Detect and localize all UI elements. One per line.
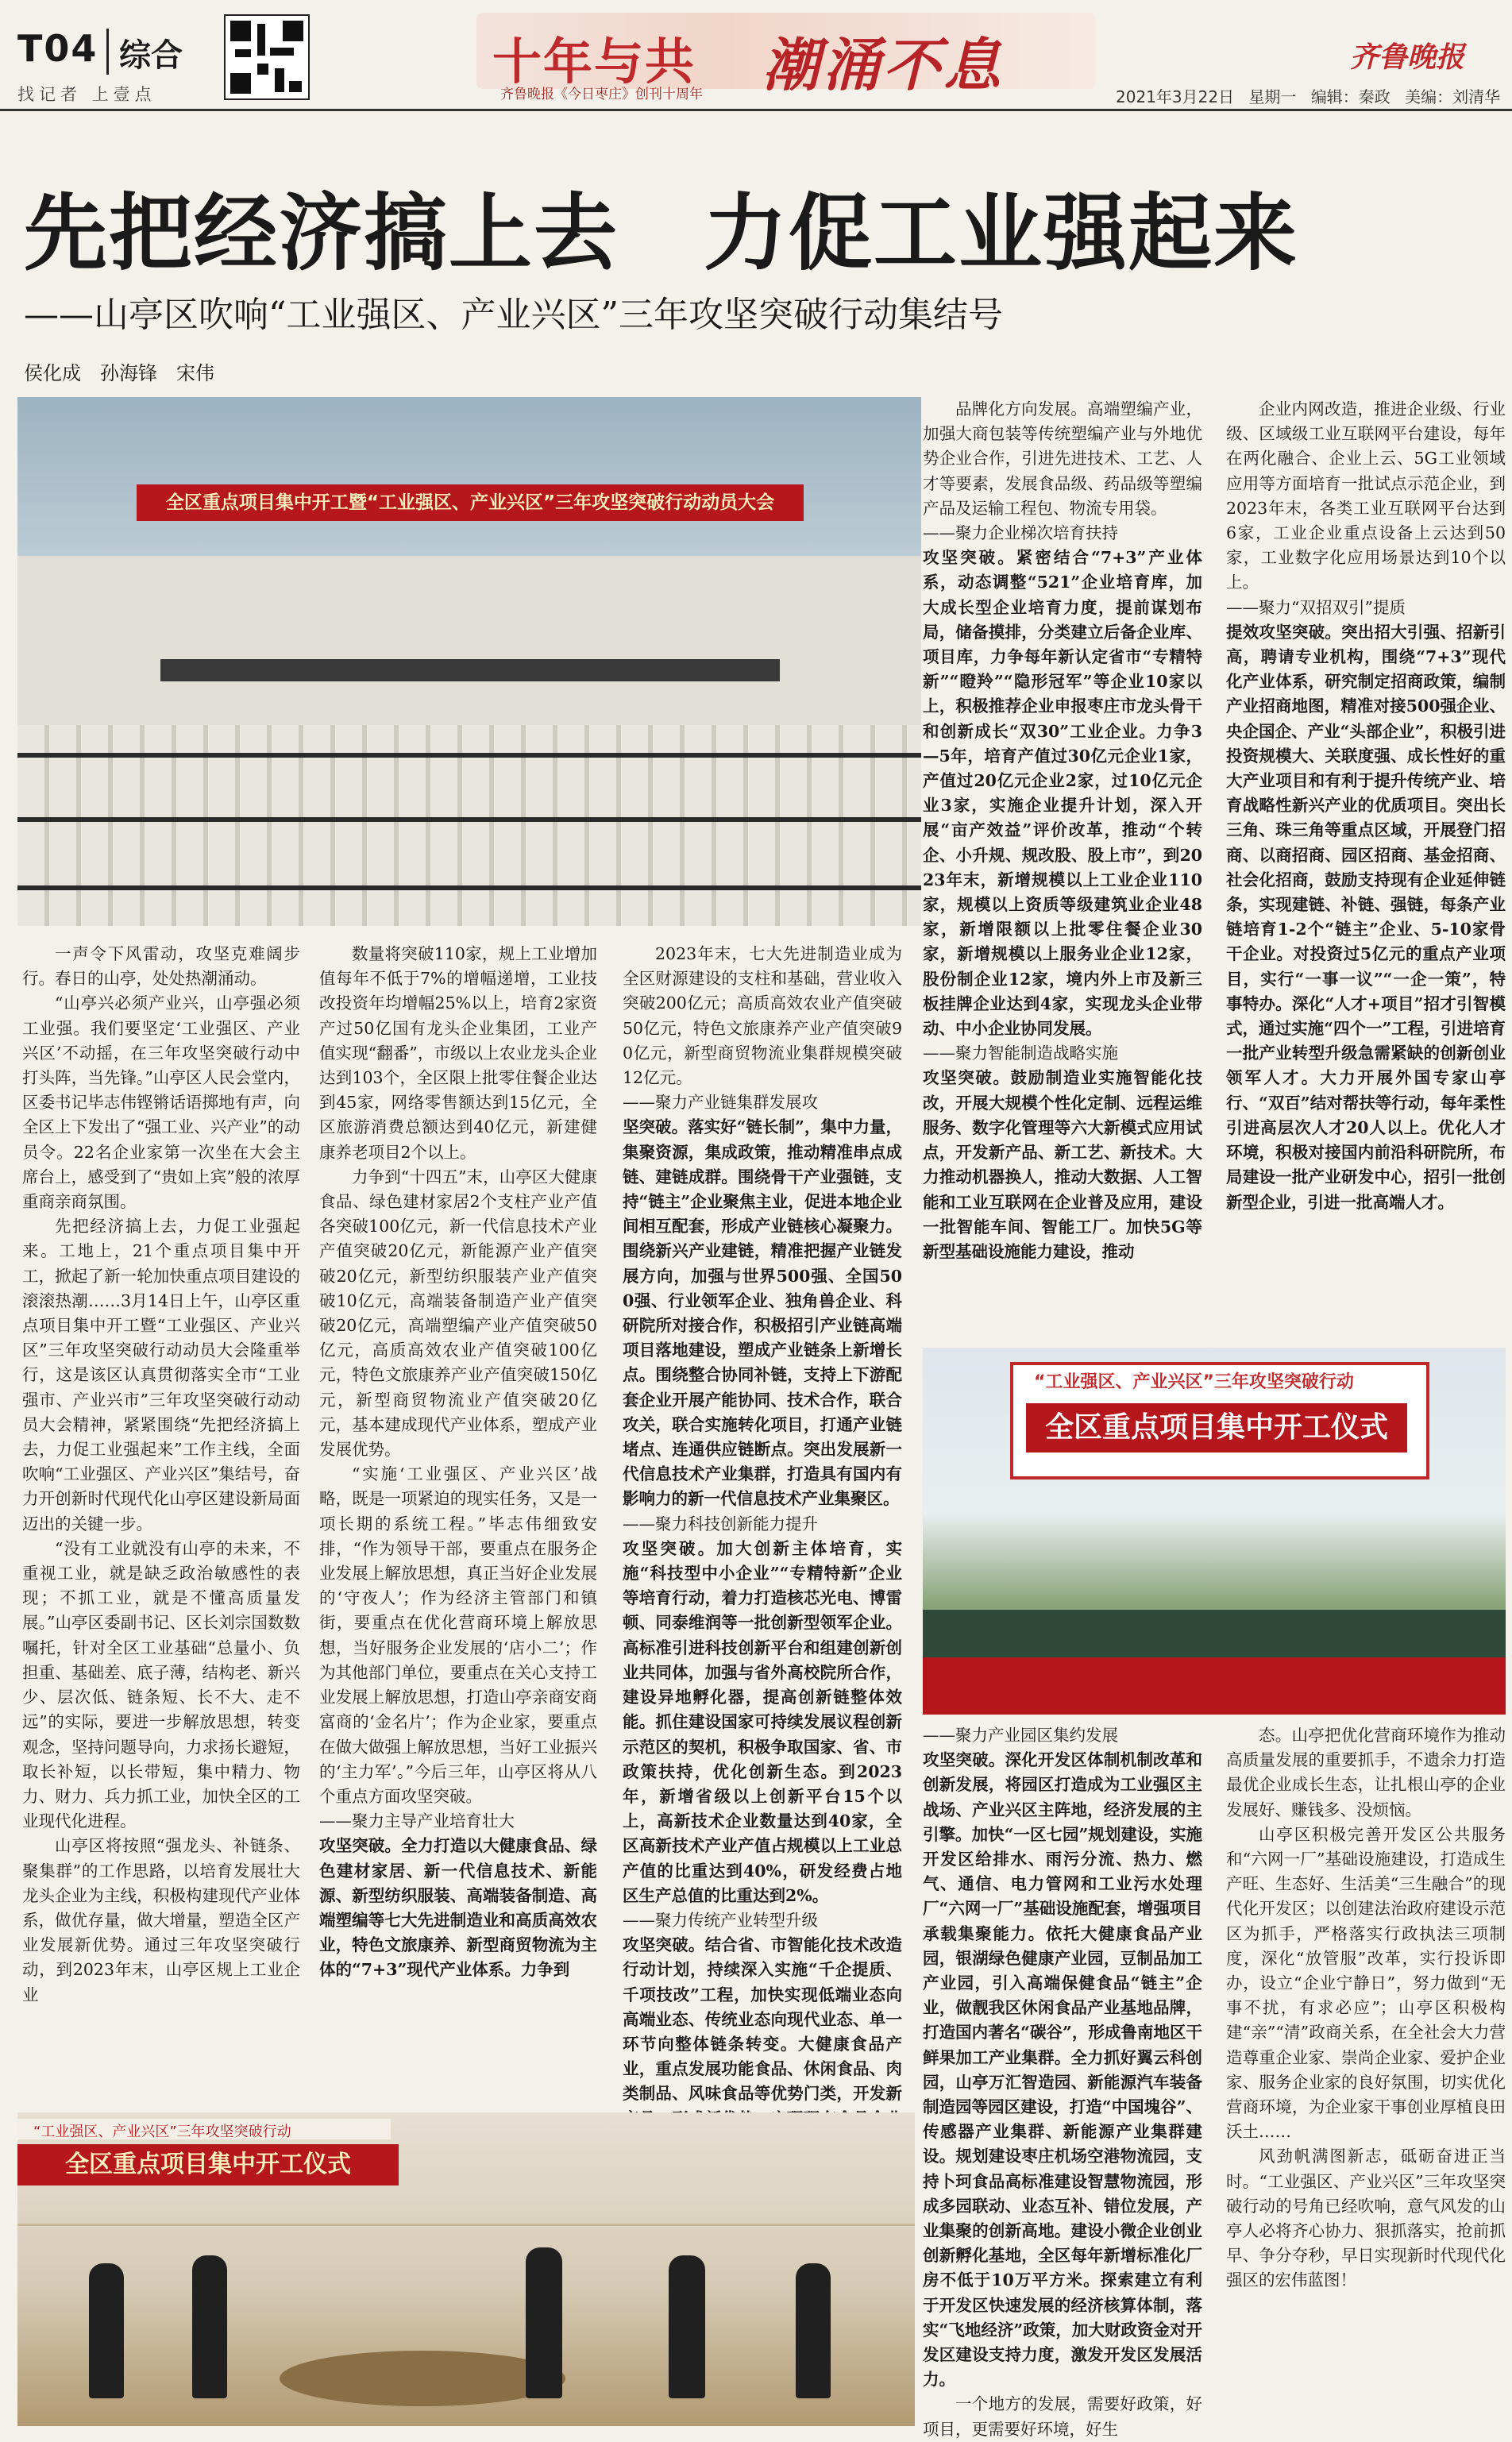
ceremony-top-text: “工业强区、产业兴区”三年攻坚突破行动 (1034, 1372, 1354, 1392)
paragraph: 攻坚突破。鼓励制造业实施智能化技改，开展大规模个性化定制、远程运维服务、数字化管理等六大新模式应用试点，开发新产品、新工艺、新技术。大力推动机器换人，推动大数据、人工智能和工业互联网在企业普及应用，建设一批智能车间、智能工厂。加快5G等新型基础设施能力建设，推动 (923, 1068, 1202, 1261)
text-column-2 (319, 942, 597, 2101)
section-heading: ——聚力企业梯次培育扶持 (923, 523, 1118, 543)
audience-seats (17, 725, 921, 926)
paragraph: 风劲帆满图新志，砥砺奋进正当时。“工业强区、产业兴区”三年攻坚突破行动的号角已经吹响，意气风发的山亭人必将齐心协力、狠抓落实，抢前抓早、争分夺秒，早日实现新时代现代化强区的宏伟蓝图！ (1226, 2147, 1506, 2290)
section-heading: ——聚力“双招双引”提质 (1226, 597, 1406, 617)
qr-code-icon[interactable] (224, 14, 310, 100)
meeting-banner: 全区重点项目集中开工暨“工业强区、产业兴区”三年攻坚突破行动动员大会 (137, 484, 804, 521)
newspaper-logo: 齐鲁晚报 (1350, 41, 1465, 74)
paragraph: 企业内网改造，推进企业级、行业级、区域级工业互联网平台建设，每年在两化融合、企业上云、5G工业领域应用等方面培育一批试点示范企业，到2023年末，各类工业互联网平台达到6家，工业企业重点设备上云达到50家，工业数字化应用场景达到10个以上。 (1226, 399, 1506, 592)
text-column-4b (923, 1723, 1202, 2439)
paragraph: 一声令下风雷动，攻坚克难阔步行。春日的山亭，处处热潮涌动。 (22, 944, 300, 989)
article-title: 先把经济搞上去 力促工业强起来 (24, 183, 1299, 282)
paragraph: 数量将突破110家，规上工业增加值每年不低于7%的增幅递增，工业技改投资年均增幅25%以上，培育2家资产过50亿国有龙头企业集团，工业产值实现“翻番”，市级以上农业龙头企业达到103个，全区限上批零住餐企业达到45家，网络零售额达到15亿元，全区旅游消费总额达到40亿元，新建健康养老项目2个以上。 (319, 944, 597, 1162)
article-authors: 侯化成 孙海锋 宋伟 (24, 362, 214, 384)
issue-designer: 美编：刘清华 (1405, 87, 1501, 106)
groundbreaking-top-text: “工业强区、产业兴区”三年攻坚突破行动 (33, 2124, 291, 2140)
paragraph: 品牌化方向发展。高端塑编产业，加强大商包装等传统塑编产业与外地优势企业合作，引进先进技术、工艺、人才等要素，发展食品级、药品级等塑编产品及运输工程包、物流专用袋。 (923, 399, 1202, 518)
paragraph: 山亭区将按照“强龙头、补链条、聚集群”的工作思路，以培育发展壮大龙头企业为主线，积极构建现代产业体系，做优存量，做大增量，塑造全区产业发展新优势。通过三年攻坚突破行动，到2023年末，山亭区规上工业企业 (22, 1836, 300, 2004)
meeting-photo (17, 397, 921, 926)
issue-date: 2021年3月22日 (1116, 87, 1235, 106)
header-separator (106, 29, 109, 75)
text-column-1 (22, 942, 300, 2101)
paragraph: 一个地方的发展，需要好政策，好项目，更需要好环境，好生 (923, 2394, 1202, 2439)
groundbreaking-photo (17, 2112, 915, 2426)
paragraph: 山亭区积极完善开发区公共服务和“六网一厂”基础设施建设，打造成生产旺、生态好、生活美“三生融合”的现代化开发区；以创建法治政府建设示范区为抓手，严格落实行政执法三项制度，深化“放管服”改革，实行投诉即办，设立“企业宁静日”，努力做到“无事不扰，有求必应”；山亭区积极构建“亲”“清”政商关系，在全社会大力营造尊重企业家、崇尚企业家、爱护企业家、服务企业家的良好氛围，切实优化营商环境，为企业家干事创业厚植良田沃土…… (1226, 1824, 1506, 2142)
paragraph: 攻坚突破。加大创新主体培育，实施“科技型中小企业”“专精特新”企业等培育行动，着力打造核芯光电、博雷顿、同泰维润等一批创新型领军企业。高标准引进科技创新平台和组建创新创业共同体，加强与省外高校院所合作，建设异地孵化器，提高创新链整体效能。抓住建设国家可持续发展议程创新示范区的契机，积极争取国家、省、市政策扶持，优化创新生态。到2023年，新增省级以上创新平台15个以上，高新技术企业数量达到40家，全区高新技术产业产值占规模以上工业总产值的比重达到40%，研发经费占地区生产总值的比重达到2%。 (623, 1538, 902, 1905)
header-rule (0, 109, 1512, 111)
banner-right-text: 潮涌不息 (762, 31, 1005, 98)
paragraph: 2023年末，七大先进制造业成为全区财源建设的支柱和基础，营业收入突破200亿元；高质高效农业产值突破50亿元，特色文旅康养产业产值突破90亿元，新型商贸物流业集群规模突破12亿元。 (623, 944, 902, 1088)
page-number: T04 (17, 27, 98, 70)
section-subline: 找记者 上壹点 (17, 85, 156, 104)
paragraph: 攻坚突破。全力打造以大健康食品、绿色建材家居、新一代信息技术、新能源、新型纺织服装、高端装备制造、高端塑编等七大先进制造业和高质高效农业，特色文旅康养、新型商贸物流为主体的“7+3”现代产业体系。力争到 (319, 1836, 597, 1980)
issue-meta (1116, 84, 1500, 107)
section-heading: ——聚力产业链集群发展攻 (623, 1093, 818, 1113)
issue-weekday: 星期一 (1248, 87, 1297, 106)
ceremony-photo (923, 1348, 1506, 1715)
groundbreaking-banner: 全区重点项目集中开工仪式 (17, 2144, 399, 2185)
section-heading: ——聚力智能制造战略实施 (923, 1044, 1118, 1063)
paragraph: 坚突破。落实好“链长制”，集中力量，集聚资源，集成政策，推动精准串点成链、建链成群。围绕骨干产业强链，支持“链主”企业聚焦主业，促进本地企业间相互配套，形成产业链核心凝聚力。围绕新兴产业建链，精准把握产业链发展方向，加强与世界500强、全国500强、行业领军企业、独角兽企业、科研院所对接合作，积极招引产业链高端项目落地建设，塑成产业链条上新增长点。围绕整合协同补链，支持上下游配套企业开展产能协同、技术合作，联合攻关，联合实施转化项目，打通产业链堵点、连通供应链断点。突出发展新一代信息技术产业集群，打造具有国内有影响力的新一代信息技术产业集聚区。 (623, 1117, 902, 1509)
text-column-4 (923, 397, 1202, 1334)
paragraph: “实施‘工业强区、产业兴区’战略，既是一项紧迫的现实任务，又是一项长期的系统工程。”毕志伟细致安排，“作为领导干部，要重点在服务企业发展上解放思想，真正当好企业发展的‘守夜人’；作为经济主管部门和镇街，要重点在优化营商环境上解放思想，当好服务企业发展的‘店小二’；作为其他部门单位，要重点在关心支持工业发展上解放思想，打造山亭亲商安商富商的‘金名片’；作为企业家，要重点在做大做强上解放思想，当好工业振兴的‘主力军’。”今后三年，山亭区将从八个重点方面攻坚突破。 (319, 1464, 597, 1806)
paragraph: 态。山亭把优化营商环境作为推动高质量发展的重要抓手，不遗余力打造最优企业成长生态，让扎根山亭的企业发展好、赚钱多、没烦恼。 (1226, 1726, 1506, 1819)
article-subtitle: ——山亭区吹响“工业强区、产业兴区”三年攻坚突破行动集结号 (24, 295, 1003, 335)
section-heading: ——聚力科技创新能力提升 (623, 1514, 818, 1533)
text-column-3 (623, 942, 902, 2104)
section-heading: ——聚力主导产业培育壮大 (319, 1811, 515, 1831)
paragraph: 攻坚突破。紧密结合“7+3”产业体系，动态调整“521”企业培育库，加大成长型企业培育力度，提前谋划布局，储备摸排，分类建立后备企业库、项目库，力争每年新认定省市“专精特新”“瞪羚”“隐形冠军”等企业10家以上，积极推荐企业申报枣庄市龙头骨干和创新成长“双30”工业企业。力争3—5年，培育产值过30亿元企业1家，产值过20亿元企业2家，过10亿元企业3家，实施企业提升计划，深入开展“亩产效益”评价改革，推动“个转企、小升规、规改股、股上市”，到2023年末，新增规模以上工业企业110家，规模以上资质等级建筑业企业48家，新增限额以上批零住餐企业30家，新增规模以上服务业企业12家，股份制企业12家，境内外上市及新三板挂牌企业达到4家，实现龙头企业带动、中小企业协同发展。 (923, 548, 1202, 1039)
paragraph: 攻坚突破。结合省、市智能化技术改造行动计划，持续深入实施“千企提质、千项技改”工程，加快实现低端业态向高端业态、传统业态向现代业态、单一环节向整体链条转变。大健康食品产业，重点发展功能食品、休闲食品、肉类制品、风味食品等优势门类，开发新 (623, 1935, 902, 2104)
banner-sub: 齐鲁晚报《今日枣庄》创刊十周年 (500, 87, 703, 102)
issue-editor: 编辑：秦政 (1310, 87, 1390, 106)
section-heading: ——聚力产业园区集约发展 (923, 1726, 1118, 1745)
paragraph: 提效攻坚突破。突出招大引强、招新引高，聘请专业机构，围绕“7+3”现代化产业体系，研究制定招商政策，编制产业招商地图，精准对接500强企业、央企国企、产业“头部企业”，积极引进投资规模大、关联度强、成长性好的重大产业项目和有利于提升传统产业、培育战略性新兴产业的优质项目。突出长三角、珠三角等重点区域，开展登门招商、以商招商、园区招商、基金招商、社会化招商，鼓励支持现有企业延伸链条，实现建链、补链、强链，每条产业链培育1-2个“链主”企业、5-10家骨干企业。对投资过5亿元的重点产业项目，实行“一事一议”“一企一策”，特事特办。深化“人才+项目”招才引智模式，通过实施“四个一”工程，引进培育一批产业转型升级急需紧缺的创新创业领军人才。大力开展外国专家山亭行、“双百”结对帮扶等行动，每年柔性引进高层次人才20人以上。优化人才环境，积极对接国内前沿科研院所，布局建设一批产业研发中心，招引一批创新型企业，引进一批高端人才。 (1226, 622, 1506, 1212)
paragraph: “没有工业就没有山亭的未来，不重视工业，就是缺乏政治敏感性的表现；不抓工业，就是不懂高质量发展。”山亭区委副书记、区长刘宗国数数嘱托，针对全区工业基础“总量小、负担重、基础差、底子薄，结构老、新兴少、层次低、链条短、长不大、走不远”的实际，要进一步解放思想，转变观念，坚持问题导向，力求扬长避短，取长补短，以长带短，集中精力、物力、财力、兵力抓工业，加快全区的工业现代化进程。 (22, 1538, 300, 1831)
ceremony-banner: 全区重点项目集中开工仪式 (1026, 1403, 1407, 1452)
paragraph: 先把经济搞上去，力促工业强起来。工地上，21个重点项目集中开工，掀起了新一轮加快重点项目建设的滚滚热潮……3月14日上午，山亭区重点项目集中开工暨“工业强区、产业兴区”三年攻坚突破行动动员大会隆重举行，这是该区认真贯彻落实全市“工业强市、产业兴市”三年攻坚突破行动动员大会精神，紧紧围绕“先把经济搞上去，力促工业强起来”工作主线，全面吹响“工业强区、产业兴区”集结号，奋力开创新时代现代化山亭区建设新局面迈出的关键一步。 (22, 1217, 300, 1533)
banner-left-text: 十年与共 (492, 33, 696, 91)
paragraph: 力争到“十四五”末，山亭区大健康食品、绿色建材家居2个支柱产业产值各突破100亿元，新一代信息技术产业产值突破20亿元，新能源产业产值突破20亿元，新型纺织服装产业产值突破10亿元，高端装备制造产业产值突破20亿元，高端塑编产业产值突破50亿元，高质高效农业产值突破100亿元，特色文旅康养产业产值突破150亿元，新型商贸物流业产值突破20亿元，基本建成现代产业体系，塑成产业发展优势。 (319, 1167, 597, 1460)
text-column-5b (1226, 1723, 1506, 2426)
text-column-5 (1226, 397, 1506, 1334)
presidium-table (160, 659, 780, 681)
paragraph: 攻坚突破。深化开发区体制机制改革和创新发展，将园区打造成为工业强区主战场、产业兴区主阵地，经济发展的主引擎。加快“一区七园”规划建设，实施开发区给排水、雨污分流、热力、燃气、通信、电力管网和工业污水处理厂“六网一厂”基础设施配套，增强项目承载集聚能力。依托大健康食品产业园，银湖绿色健康产业园，豆制品加工产业园，引入高端保健食品“链主”企业，做靓我区休闲食品产业基地品牌，打造国内著名“碳谷”，形成鲁南地区干鲜果加工产业集群。全力抓好翼云科创园，山亭万汇智造园、新能源汽车装备制造园等园区建设，打造“中国塊谷”、传感器产业集群、新能源产业集群建设。规划建设枣庄机场空港物流园，支持卜珂食品高标准建设智慧物流园，形成多园联动、业态互补、错位发展，产业集聚的创新高地。建设小微企业创业创新孵化基地，全区每年新增标准化厂房不低于10万平方米。探索建立有利于开发区快速发展的经济核算体制，落实“飞地经济”政策，加大财政资金对开发区建设支持力度，激发开发区发展活力。 (923, 1750, 1202, 2390)
paragraph: “山亭兴必须产业兴，山亭强必须工业强。我们要坚定‘工业强区、产业兴区’不动摇，在三年攻坚突破行动中打头阵，当先锋。”山亭区人民会堂内，区委书记毕志伟铿锵话语掷地有声，向全区上下发出了“强工业、兴产业”的动员令。22名企业家第一次坐在大会主席台上，感受到了“贵如上宾”般的浓厚重商亲商氛围。 (22, 993, 300, 1212)
section-heading: ——聚力传统产业转型升级 (623, 1910, 818, 1930)
section-name: 综合 (119, 37, 183, 74)
